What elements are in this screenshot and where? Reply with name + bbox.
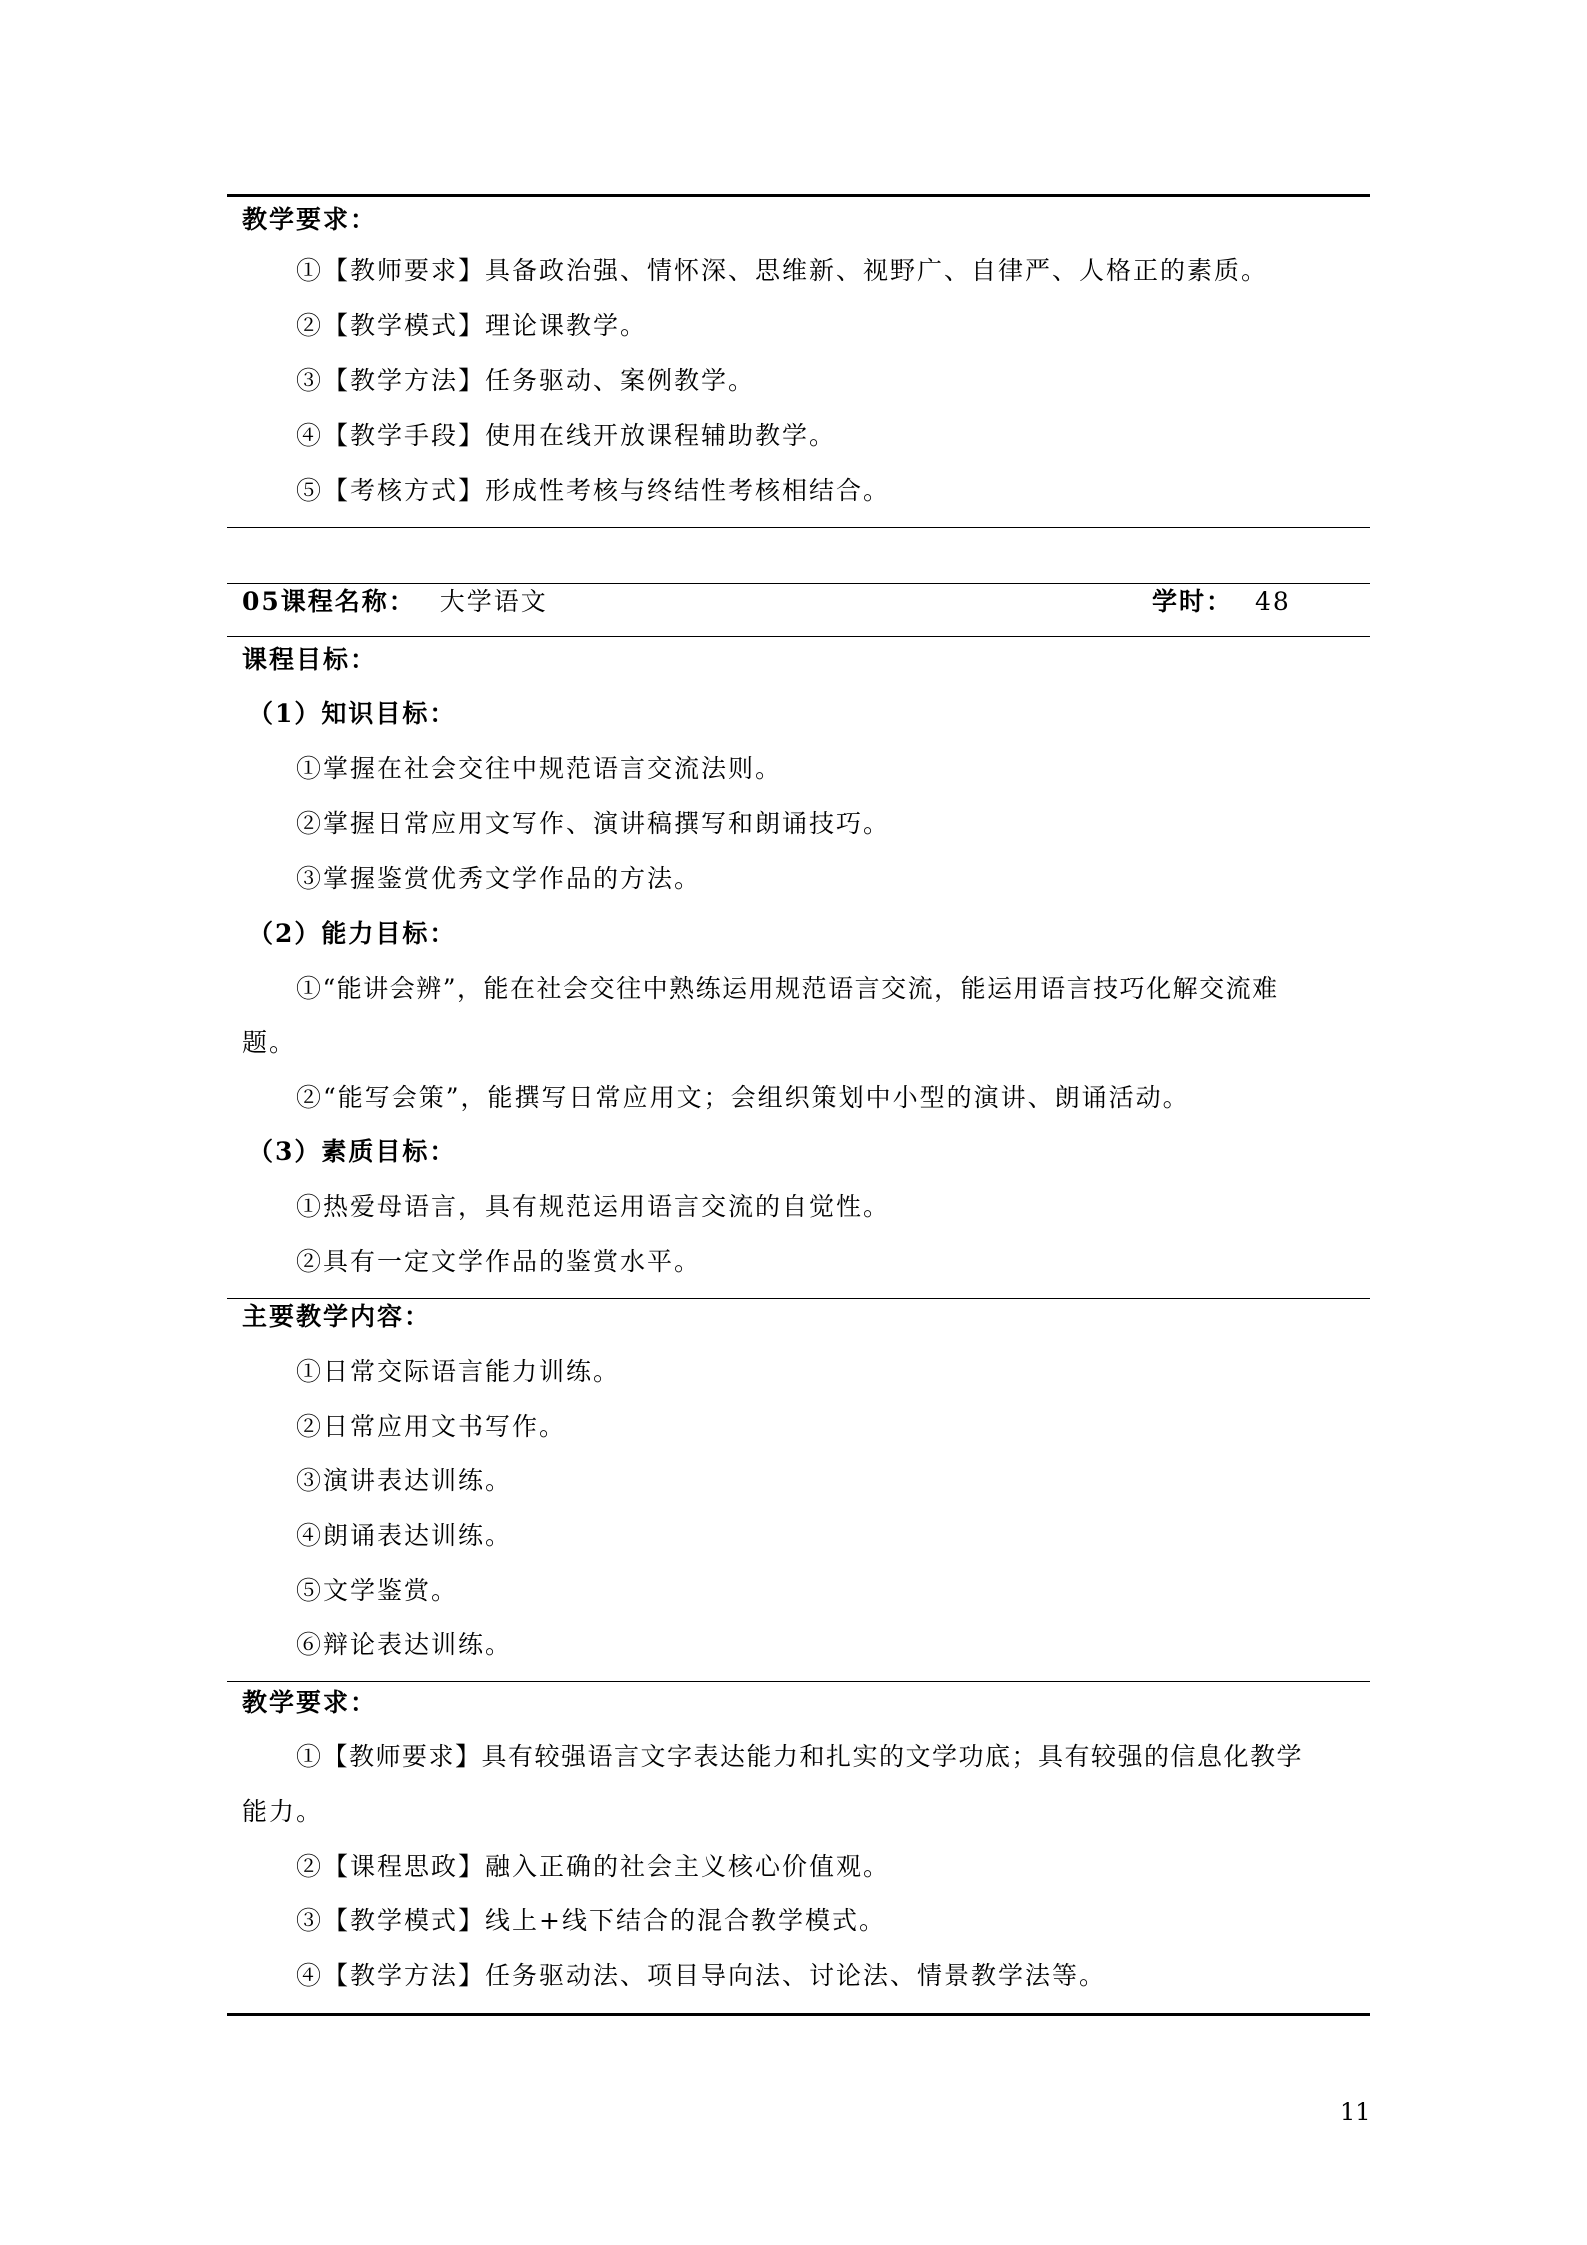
course-hours — [1152, 585, 1291, 619]
content-title: 主要教学内容： — [242, 1302, 432, 1331]
quality-goal-item: ②具有一定文学作品的鉴赏水平。 — [296, 1247, 702, 1276]
ability-goals-title: （2）能力目标： — [248, 919, 457, 948]
knowledge-goal-item: ①掌握在社会交往中规范语言交流法则。 — [296, 754, 783, 783]
requirements-top-rule — [227, 1681, 1370, 1682]
course-top-rule — [227, 583, 1370, 584]
quality-goal-item: ①热爱母语言，具有规范运用语言交流的自觉性。 — [296, 1192, 891, 1221]
course-heading-row — [242, 585, 1360, 619]
course-name: 大学语文 — [439, 587, 548, 616]
course-requirements-title: 教学要求： — [242, 1688, 378, 1717]
course-requirement-item: ③【教学模式】线上+线下结合的混合教学模式。 — [296, 1906, 886, 1935]
content-item: ④朗诵表达训练。 — [296, 1521, 513, 1550]
table-top-rule — [227, 194, 1370, 197]
table-bottom-rule — [227, 527, 1370, 528]
goals-title: 课程目标： — [242, 645, 378, 674]
course-bottom-rule — [227, 2013, 1370, 2016]
knowledge-goal-item: ③掌握鉴赏优秀文学作品的方法。 — [296, 864, 702, 893]
course-header-rule — [227, 636, 1370, 637]
requirements-title: 教学要求： — [242, 205, 378, 234]
quality-goals-title: （3）素质目标： — [248, 1137, 457, 1166]
content-item: ③演讲表达训练。 — [296, 1466, 513, 1495]
content-item: ⑥辩论表达训练。 — [296, 1630, 513, 1659]
ability-goal-item-continued: 题。 — [242, 1028, 297, 1057]
knowledge-goals-title: （1）知识目标： — [248, 699, 457, 728]
content-item: ②日常应用文书写作。 — [296, 1412, 567, 1441]
course-requirement-item: ②【课程思政】融入正确的社会主义核心价值观。 — [296, 1852, 891, 1881]
content-item: ①日常交际语言能力训练。 — [296, 1357, 621, 1386]
requirement-item: ⑤【考核方式】形成性考核与终结性考核相结合。 — [296, 476, 891, 505]
course-requirement-item: ①【教师要求】具有较强语言文字表达能力和扎实的文学功底；具有较强的信息化教学 — [296, 1742, 1304, 1771]
requirement-item: ②【教学模式】理论课教学。 — [296, 311, 648, 340]
course-hours-label: 学时： — [1152, 587, 1234, 616]
requirement-item: ④【教学手段】使用在线开放课程辅助教学。 — [296, 421, 837, 450]
content-top-rule — [227, 1298, 1370, 1299]
ability-goal-item: ②“能写会策”，能撰写日常应用文；会组织策划中小型的演讲、朗诵活动。 — [296, 1083, 1190, 1112]
ability-goal-item: ①“能讲会辨”，能在社会交往中熟练运用规范语言交流，能运用语言技巧化解交流难 — [296, 974, 1279, 1003]
course-requirement-item-continued: 能力。 — [242, 1797, 324, 1826]
course-requirement-item: ④【教学方法】任务驱动法、项目导向法、讨论法、情景教学法等。 — [296, 1961, 1107, 1990]
course-hours-value: 48 — [1255, 587, 1291, 616]
knowledge-goal-item: ②掌握日常应用文写作、演讲稿撰写和朗诵技巧。 — [296, 809, 891, 838]
course-name-label: 05课程名称： — [242, 587, 416, 616]
requirement-item: ①【教师要求】具备政治强、情怀深、思维新、视野广、自律严、人格正的素质。 — [296, 256, 1269, 285]
content-item: ⑤文学鉴赏。 — [296, 1576, 459, 1605]
requirement-item: ③【教学方法】任务驱动、案例教学。 — [296, 366, 756, 395]
page-number: 11 — [1340, 2098, 1371, 2126]
